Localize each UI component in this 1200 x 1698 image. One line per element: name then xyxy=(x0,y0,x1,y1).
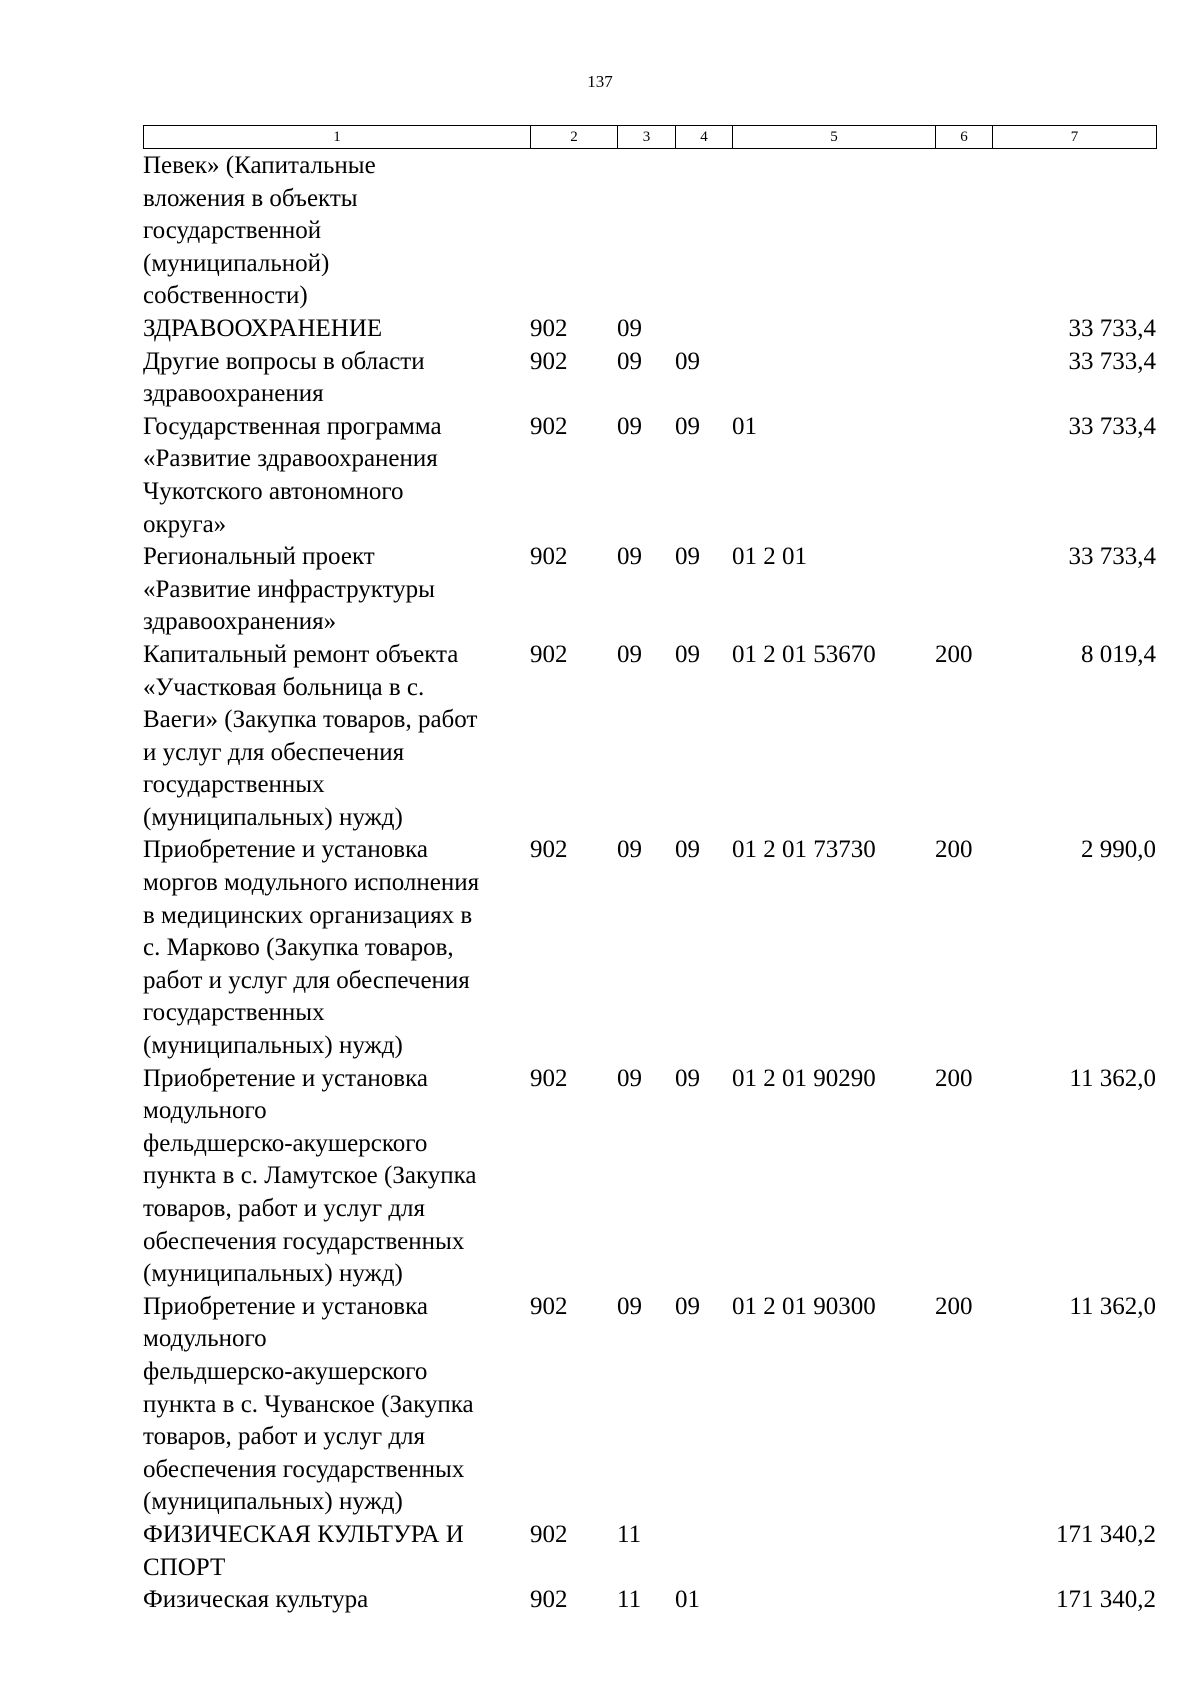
cell-c6 xyxy=(935,411,992,541)
row-name-line: Приобретение и установка xyxy=(143,1064,428,1092)
row-name-cell xyxy=(143,834,530,1062)
row-name-line: «Участковая больница в с. xyxy=(143,673,425,701)
table-row xyxy=(143,541,1156,639)
cell-c6: 200 xyxy=(935,640,973,668)
table-row xyxy=(143,313,1156,346)
row-name-line: ЗДРАВООХРАНЕНИЕ xyxy=(143,314,383,342)
cell-c4: 09 xyxy=(675,1064,700,1092)
row-name-line: (муниципальных) нужд) xyxy=(143,1488,403,1516)
cell-c6 xyxy=(935,346,992,411)
row-name-line: модульного xyxy=(143,1097,267,1125)
cell-c4 xyxy=(675,150,732,313)
cell-c5 xyxy=(732,1519,935,1584)
cell-c3: 09 xyxy=(617,1292,642,1320)
table-row xyxy=(143,411,1156,541)
row-name-line: фельдшерско-акушерского xyxy=(143,1357,428,1385)
header-col-3: 3 xyxy=(618,126,676,149)
row-name-line: здравоохранения xyxy=(143,380,324,408)
table-row xyxy=(143,639,1156,835)
table-row xyxy=(143,150,1156,313)
row-name-line: Физическая культура xyxy=(143,1586,369,1614)
cell-c3: 11 xyxy=(617,1520,642,1548)
cell-c2: 902 xyxy=(530,412,568,440)
table-row xyxy=(143,1519,1156,1584)
cell-c4: 09 xyxy=(675,543,700,571)
row-name-line: (муниципальной) xyxy=(143,249,330,277)
cell-c2: 902 xyxy=(530,314,568,342)
cell-c7 xyxy=(992,150,1156,313)
row-name-cell xyxy=(143,1584,530,1617)
row-name-line: с. Марково (Закупка товаров, xyxy=(143,934,454,962)
budget-table xyxy=(143,150,1156,1617)
row-name-line: «Развитие здравоохранения xyxy=(143,445,438,473)
cell-c4 xyxy=(675,1519,732,1584)
cell-c3: 09 xyxy=(617,347,642,375)
table-row xyxy=(143,1291,1156,1519)
table-row xyxy=(143,834,1156,1062)
cell-c2: 902 xyxy=(530,836,568,864)
cell-c3 xyxy=(617,150,675,313)
cell-c6: 200 xyxy=(935,836,973,864)
header-col-6: 6 xyxy=(936,126,993,149)
row-name-line: ФИЗИЧЕСКАЯ КУЛЬТУРА И xyxy=(143,1520,464,1548)
cell-c3: 09 xyxy=(617,1064,642,1092)
cell-c7: 33 733,4 xyxy=(1068,314,1156,342)
cell-c7: 171 340,2 xyxy=(1056,1586,1156,1614)
row-name-line: товаров, работ и услуг для xyxy=(143,1423,426,1451)
cell-c7: 33 733,4 xyxy=(1068,543,1156,571)
cell-c6 xyxy=(935,150,992,313)
row-name-line: государственной xyxy=(143,217,322,245)
table-row xyxy=(143,1063,1156,1291)
cell-c3: 09 xyxy=(617,640,642,668)
row-name-line: Государственная программа xyxy=(143,412,442,440)
row-name-line: Чукотского автономного xyxy=(143,477,404,505)
cell-c7: 2 990,0 xyxy=(1081,836,1156,864)
cell-c4: 09 xyxy=(675,1292,700,1320)
row-name-cell xyxy=(143,313,530,346)
cell-c2: 902 xyxy=(530,543,568,571)
cell-c3: 09 xyxy=(617,543,642,571)
row-name-cell xyxy=(143,541,530,639)
cell-c4: 09 xyxy=(675,412,700,440)
row-name-cell xyxy=(143,150,530,313)
cell-c7: 11 362,0 xyxy=(1069,1292,1156,1320)
cell-c3: 09 xyxy=(617,314,642,342)
cell-c2: 902 xyxy=(530,1520,568,1548)
row-name-line: (муниципальных) нужд) xyxy=(143,1032,403,1060)
header-col-5: 5 xyxy=(733,126,936,149)
cell-c5: 01 2 01 53670 xyxy=(732,640,876,668)
cell-c5 xyxy=(732,1584,935,1617)
table-row xyxy=(143,1584,1156,1617)
row-name-cell xyxy=(143,1519,530,1584)
cell-c3: 11 xyxy=(617,1586,642,1614)
cell-c5: 01 xyxy=(732,412,757,440)
column-number-header xyxy=(143,125,1157,149)
cell-c6 xyxy=(935,1519,992,1584)
row-name-line: Другие вопросы в области xyxy=(143,347,425,375)
header-col-2: 2 xyxy=(531,126,618,149)
cell-c6: 200 xyxy=(935,1064,973,1092)
table-row xyxy=(143,346,1156,411)
row-name-line: обеспечения государственных xyxy=(143,1227,465,1255)
cell-c6 xyxy=(935,313,992,346)
cell-c4: 09 xyxy=(675,347,700,375)
header-col-7: 7 xyxy=(993,126,1157,149)
cell-c6 xyxy=(935,541,992,639)
cell-c7: 8 019,4 xyxy=(1081,640,1156,668)
row-name-line: модульного xyxy=(143,1325,267,1353)
cell-c7: 171 340,2 xyxy=(1056,1520,1156,1548)
cell-c7: 11 362,0 xyxy=(1069,1064,1156,1092)
row-name-line: «Развитие инфраструктуры xyxy=(143,575,435,603)
row-name-line: (муниципальных) нужд) xyxy=(143,803,403,831)
row-name-line: пункта в с. Чуванское (Закупка xyxy=(143,1390,474,1418)
row-name-line: в медицинских организациях в xyxy=(143,901,473,929)
row-name-line: Ваеги» (Закупка товаров, работ xyxy=(143,706,478,734)
cell-c2: 902 xyxy=(530,1586,568,1614)
row-name-line: Певек» (Капитальные xyxy=(143,152,376,179)
row-name-line: СПОРТ xyxy=(143,1553,226,1581)
row-name-cell xyxy=(143,346,530,411)
row-name-cell xyxy=(143,1291,530,1519)
row-name-line: здравоохранения» xyxy=(143,608,337,636)
row-name-line: Капитальный ремонт объекта xyxy=(143,640,459,668)
cell-c5 xyxy=(732,150,935,313)
row-name-line: собственности) xyxy=(143,282,308,310)
cell-c2: 902 xyxy=(530,1292,568,1320)
row-name-line: моргов модульного исполнения xyxy=(143,869,480,897)
cell-c7: 33 733,4 xyxy=(1068,412,1156,440)
row-name-line: округа» xyxy=(143,510,227,538)
cell-c5: 01 2 01 90290 xyxy=(732,1064,876,1092)
row-name-line: Приобретение и установка xyxy=(143,1292,428,1320)
table-body xyxy=(143,150,1156,1617)
cell-c6 xyxy=(935,1584,992,1617)
row-name-line: Приобретение и установка xyxy=(143,836,428,864)
cell-c5: 01 2 01 xyxy=(732,543,807,571)
cell-c4: 01 xyxy=(675,1586,700,1614)
header-col-4: 4 xyxy=(676,126,733,149)
row-name-line: государственных xyxy=(143,999,325,1027)
cell-c3: 09 xyxy=(617,836,642,864)
cell-c6: 200 xyxy=(935,1292,973,1320)
header-row xyxy=(144,126,1157,149)
row-name-line: товаров, работ и услуг для xyxy=(143,1195,426,1222)
row-name-line: фельдшерско-акушерского xyxy=(143,1129,428,1157)
cell-c5: 01 2 01 90300 xyxy=(732,1292,876,1320)
cell-c4: 09 xyxy=(675,836,700,864)
cell-c2: 902 xyxy=(530,347,568,375)
cell-c7: 33 733,4 xyxy=(1068,347,1156,375)
row-name-line: обеспечения государственных xyxy=(143,1455,465,1483)
row-name-line: и услуг для обеспечения xyxy=(143,738,405,766)
cell-c4: 09 xyxy=(675,640,700,668)
cell-c2: 902 xyxy=(530,640,568,668)
row-name-line: работ и услуг для обеспечения xyxy=(143,966,470,994)
row-name-cell xyxy=(143,411,530,541)
cell-c2 xyxy=(530,150,617,313)
row-name-line: Региональный проект xyxy=(143,543,375,571)
cell-c4 xyxy=(675,313,732,346)
row-name-line: вложения в объекты xyxy=(143,184,358,212)
cell-c5 xyxy=(732,346,935,411)
row-name-cell xyxy=(143,639,530,835)
cell-c5 xyxy=(732,313,935,346)
page-number: 137 xyxy=(587,72,613,91)
cell-c5: 01 2 01 73730 xyxy=(732,836,876,864)
row-name-cell xyxy=(143,1063,530,1291)
row-name-line: государственных xyxy=(143,771,325,799)
row-name-line: пункта в с. Ламутское (Закупка xyxy=(143,1162,477,1190)
cell-c3: 09 xyxy=(617,412,642,440)
row-name-line: (муниципальных) нужд) xyxy=(143,1260,403,1288)
header-col-1: 1 xyxy=(144,126,531,149)
cell-c2: 902 xyxy=(530,1064,568,1092)
